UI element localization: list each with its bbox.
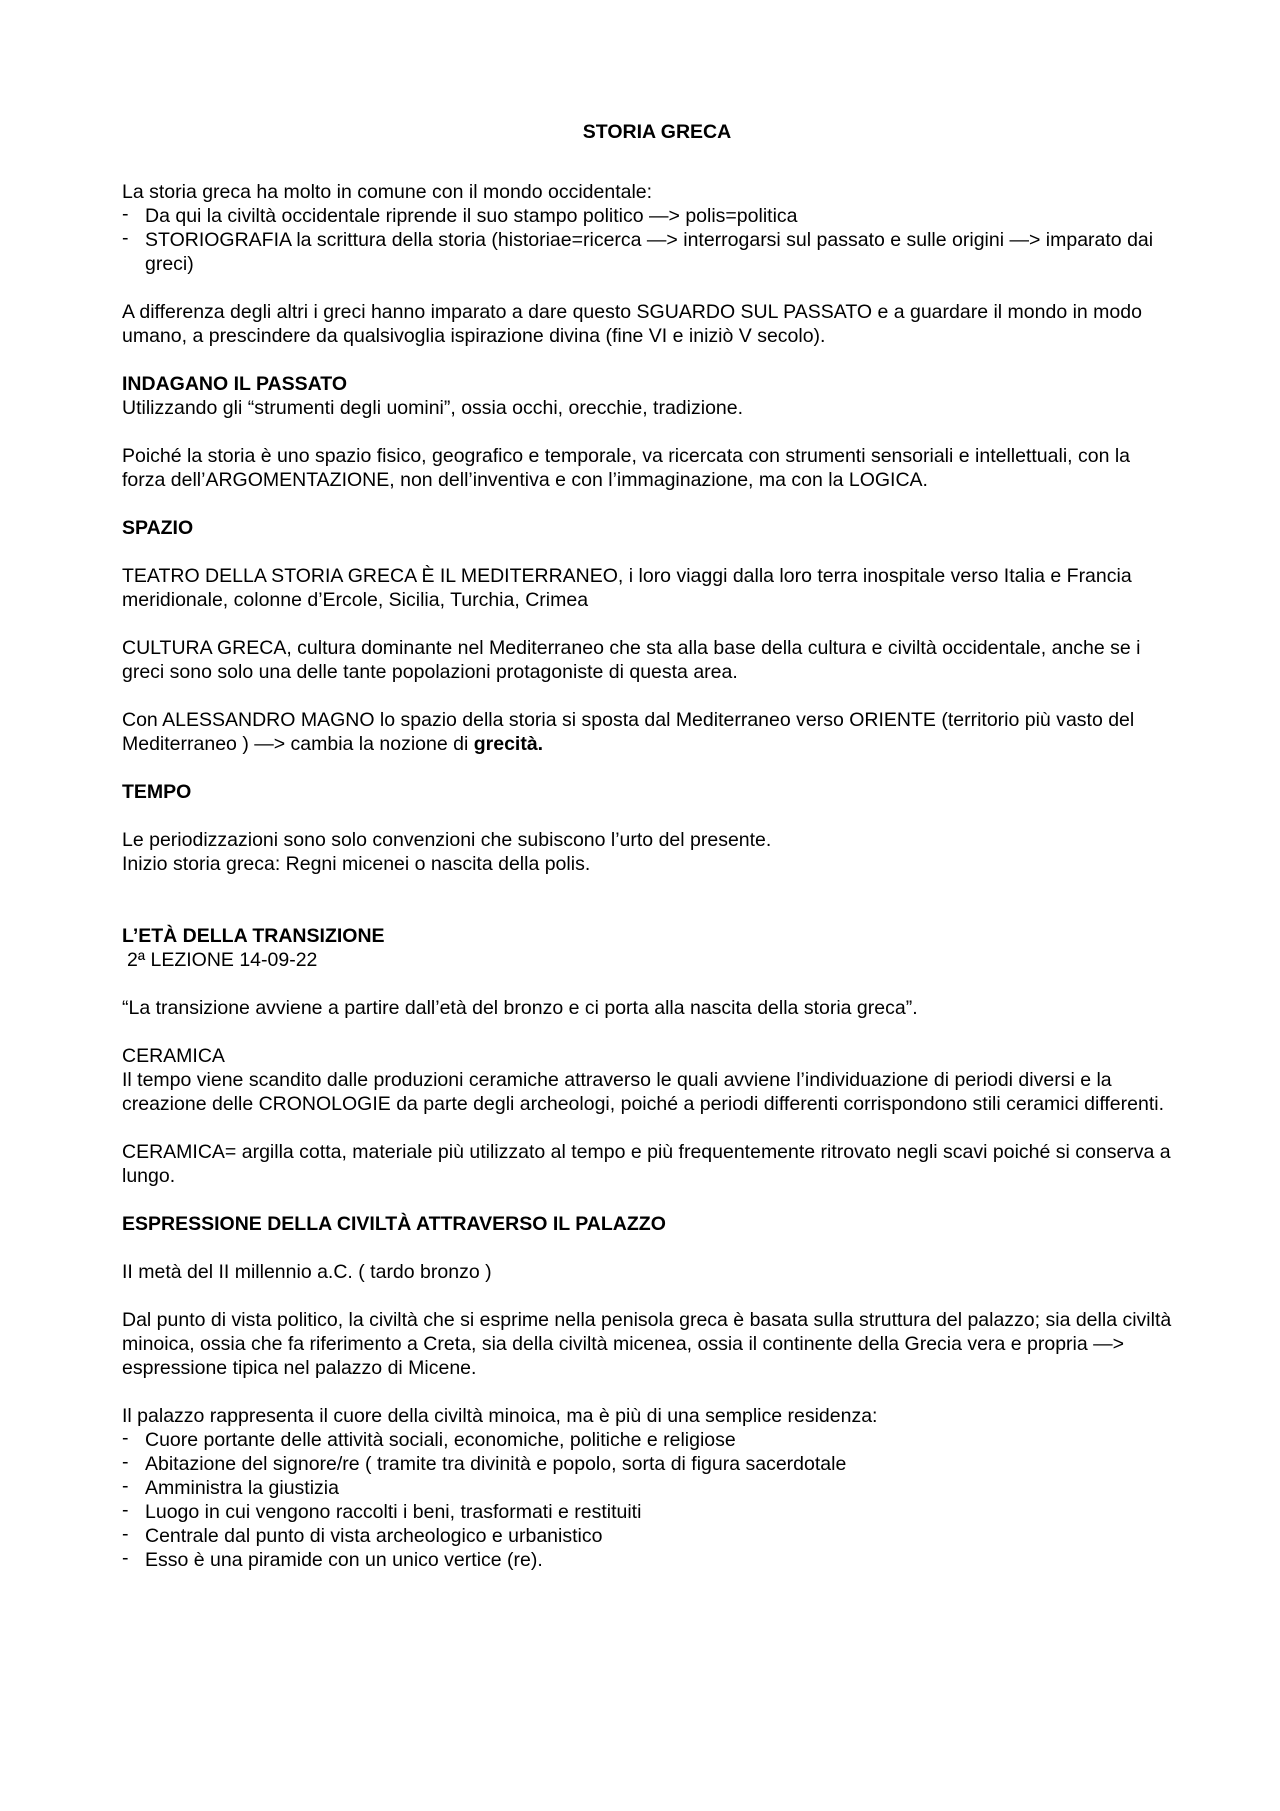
list-item: - Da qui la civiltà occidentale riprende il suo stampo politico —> polis=politica	[122, 204, 1172, 228]
intro-paragraph: La storia greca ha molto in comune con il mondo occidentale:	[122, 181, 653, 203]
document-title: STORIA GRECA	[582, 121, 732, 143]
tempo-line-1: Le periodizzazioni sono solo convenzioni che subiscono l’urto del presente.	[122, 829, 772, 851]
ceramica-paragraph: Il tempo viene scandito dalle produzioni ceramiche attraverso le quali avviene l’individuazione di periodi diversi e la creazione delle CRONOLOGIE da parte degli archeologi, poiché a periodi differenti corrispondono stili ceramici differenti.	[122, 1069, 1164, 1115]
ceramica-definition: CERAMICA= argilla cotta, materiale più utilizzato al tempo e più frequentemente ritrovato negli scavi poiché si conserva a lungo.	[122, 1141, 1171, 1187]
lesson-label: 2ª LEZIONE 14-09-22	[127, 949, 318, 971]
indagano-paragraph: Utilizzando gli “strumenti degli uomini”, ossia occhi, orecchie, tradizione.	[122, 397, 744, 419]
list-item: - Esso è una piramide con un unico vertice (re).	[122, 1548, 1172, 1572]
tempo-line-2: Inizio storia greca: Regni micenei o nascita della polis.	[122, 853, 591, 875]
list-item: - Amministra la giustizia	[122, 1476, 1172, 1500]
alessandro-paragraph	[122, 708, 1172, 756]
cultura-paragraph: CULTURA GRECA, cultura dominante nel Mediterraneo che sta alla base della cultura e civiltà occidentale, anche se i greci sono solo una delle tante popolazioni protagoniste di questa area.	[122, 637, 1141, 683]
intro-list	[122, 204, 1172, 276]
indagano-heading: INDAGANO IL PASSATO	[122, 373, 347, 395]
spazio-heading: SPAZIO	[122, 517, 194, 539]
poiche-paragraph: Poiché la storia è uno spazio fisico, geografico e temporale, va ricercata con strumenti sensoriali e intellettuali, con la forza dell’ARGOMENTAZIONE, non dell’inventiva e con l’immaginazione, ma con la LOGICA.	[122, 445, 1131, 491]
grecita-term: grecità.	[473, 733, 544, 755]
list-item: - Centrale dal punto di vista archeologico e urbanistico	[122, 1524, 1172, 1548]
list-item: - Luogo in cui vengono raccolti i beni, trasformati e restituiti	[122, 1500, 1172, 1524]
sguardo-paragraph: A differenza degli altri i greci hanno imparato a dare questo SGUARDO SUL PASSATO e a guardare il mondo in modo umano, a prescindere da qualsivoglia ispirazione divina (fine VI e iniziò V secolo).	[122, 301, 1142, 347]
transizione-heading: L’ETÀ DELLA TRANSIZIONE	[122, 925, 385, 947]
ceramica-label: CERAMICA	[122, 1045, 225, 1067]
alessandro-text: Con ALESSANDRO MAGNO lo spazio della storia si sposta dal Mediterraneo verso ORIENTE (territorio più vasto del Mediterraneo ) —> cambia la nozione di	[122, 709, 1135, 755]
list-item: - Abitazione del signore/re ( tramite tra divinità e popolo, sorta di figura sacerdotale	[122, 1452, 1172, 1476]
teatro-paragraph: TEATRO DELLA STORIA GRECA È IL MEDITERRANEO, i loro viaggi dalla loro terra inospitale verso Italia e Francia meridionale, colonne d’Ercole, Sicilia, Turchia, Crimea	[122, 565, 1132, 611]
list-item: - Cuore portante delle attività sociali, economiche, politiche e religiose	[122, 1428, 1172, 1452]
list-item: - STORIOGRAFIA la scrittura della storia (historiae=ricerca —> interrogarsi sul passato e sulle origini —> imparato dai greci)	[122, 228, 1172, 276]
palazzo-list	[122, 1428, 1172, 1572]
palazzo-date: II metà del II millennio a.C. ( tardo bronzo )	[122, 1261, 492, 1283]
tempo-heading: TEMPO	[122, 781, 192, 803]
palazzo-heading: ESPRESSIONE DELLA CIVILTÀ ATTRAVERSO IL PALAZZO	[122, 1213, 666, 1235]
document-page	[122, 120, 1172, 1572]
transizione-quote: “La transizione avviene a partire dall’età del bronzo e ci porta alla nascita della storia greca”.	[122, 997, 918, 1019]
palazzo-paragraph: Dal punto di vista politico, la civiltà che si esprime nella penisola greca è basata sulla struttura del palazzo; sia della civiltà minoica, ossia che fa riferimento a Creta, sia della civiltà micenea, ossia il continente della Grecia vera e propria —> espressione tipica nel palazzo di Micene.	[122, 1309, 1172, 1379]
palazzo-intro: Il palazzo rappresenta il cuore della civiltà minoica, ma è più di una semplice residenza:	[122, 1405, 878, 1427]
